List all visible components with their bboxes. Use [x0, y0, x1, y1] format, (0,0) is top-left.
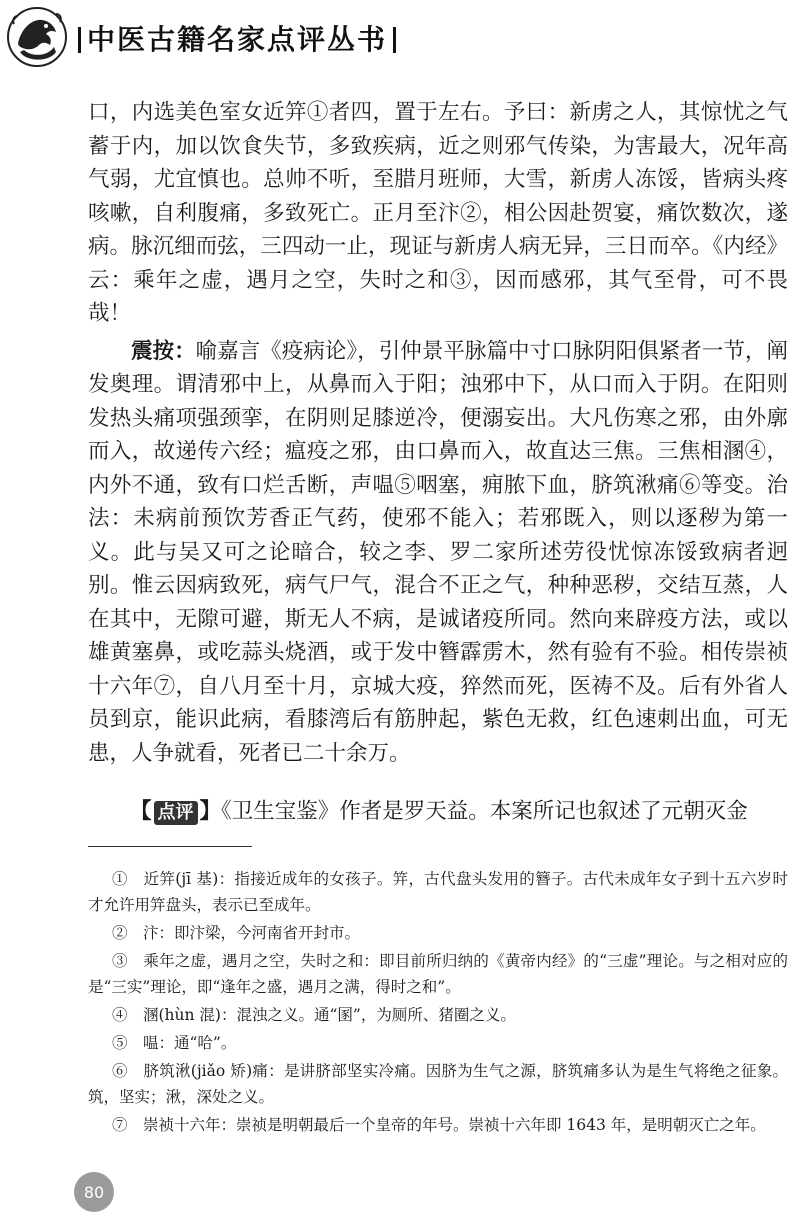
page-number-badge — [74, 1172, 114, 1212]
series-title-text: 中医古籍名家点评丛书 — [87, 23, 388, 56]
commentary-text: 喻嘉言《疫病论》，引仲景平脉篇中寸口脉阴阳俱紧者一节，阐发奥理。谓清邪中上，从鼻而入于阳；浊邪中下，从口而入于阴。在阳则发热头痛项强颈挛，在阴则足膝逆冷，便溺妄出。大凡伤寒之邪，由外廓而入，故递传六经；瘟疫之邪，由口鼻而入，故直达三焦。三焦相溷④，内外不通，致有口烂舌断，声嗢⑤咽塞，痈脓下血，脐筑湫痛⑥等变。治法：未病前预饮芳香正气药，使邪不能入；若邪既入，则以逐秽为第一义。此与吴又可之论暗合，较之李、罗二家所述劳役忧惊冻馁致病者迥别。惟云因病致死，病气尸气，混合不正之气，种种恶秽，交结互蒸，人在其中，无隙可避，斯无人不病，是诚诸疫所同。然向来辟疫方法，或以雄黄塞鼻，或吃蒜头烧酒，或于发中簪霹雳木，然有验有不验。相传崇祯十六年⑦，自八月至十月，京城大疫，猝然而死，医祷不及。后有外省人员到京，能识此病，看膝湾后有筋肿起，紫色无救，红色速刺出血，可无患，人争就看，死者已二十余万。 — [88, 338, 788, 766]
review-bracket-open: 【 — [130, 799, 152, 824]
series-title — [72, 18, 402, 58]
review-line — [130, 794, 790, 825]
case-paragraph: 口，内选美色室女近笄①者四，置于左右。予曰：新虏之人，其惊忧之气蓄于内，加以饮食失节，多致疾病，近之则邪气传染，为害最大，况年高气弱，尤宜慎也。总帅不听，至腊月班师，大雪，新虏人冻馁，皆病头疼咳嗽，自利腹痛，多致死亡。正月至汴②，相公因赴贺宴，痛饮数次，遂病。脉沉细而弦，三四动一止，现证与新虏人病无异，三日而卒。《内经》云：乘年之虚，遇月之空，失时之和③，因而感邪，其气至骨，可不畏哉！ — [88, 100, 788, 326]
footnote: ⑥ 脐筑湫(jiǎo 矫)痛：是讲脐部坚实冷痛。因脐为生气之源，脐筑痛多认为是生气将绝之征象。筑，坚实；湫，深处之义。 — [88, 1062, 788, 1106]
page-number: 80 — [83, 1182, 105, 1202]
commentary-label: 震按： — [131, 338, 196, 364]
review-tag: 点评 — [154, 801, 198, 825]
lion-emblem-icon — [6, 4, 68, 70]
commentary-paragraph — [88, 335, 788, 771]
review-bracket-close: 】 — [199, 799, 222, 824]
title-bar-left — [78, 27, 81, 53]
review-text: 《卫生宝鉴》作者是罗天益。本案所记也叙述了元朝灭金 — [221, 799, 748, 824]
footnote: ⑤ 嗢：通“哈”。 — [112, 1034, 237, 1052]
footnotes — [88, 866, 788, 1140]
footnote: ② 汴：即汴梁，今河南省开封市。 — [112, 924, 361, 942]
main-text — [88, 96, 788, 770]
title-bar-right — [393, 27, 396, 53]
footnote: ① 近笄(jī 基)：指接近成年的女孩子。笄，古代盘头发用的簪子。古代未成年女子到十五六岁时才允许用笄盘头，表示已至成年。 — [88, 870, 788, 914]
footnote: ④ 溷(hùn 混)：混浊之义。通“圂”，为厕所、猪圈之义。 — [112, 1006, 516, 1024]
footnote: ⑦ 崇祯十六年：崇祯是明朝最后一个皇帝的年号。崇祯十六年即 1643 年，是明朝灭亡之年。 — [112, 1116, 766, 1134]
page-header — [0, 0, 800, 80]
footnote: ③ 乘年之虚，遇月之空，失时之和：即目前所归纳的《黄帝内经》的“三虚”理论。与之相对应的是“三实”理论，即“逢年之盛，遇月之满，得时之和”。 — [88, 952, 788, 996]
footnote-divider — [88, 846, 252, 847]
